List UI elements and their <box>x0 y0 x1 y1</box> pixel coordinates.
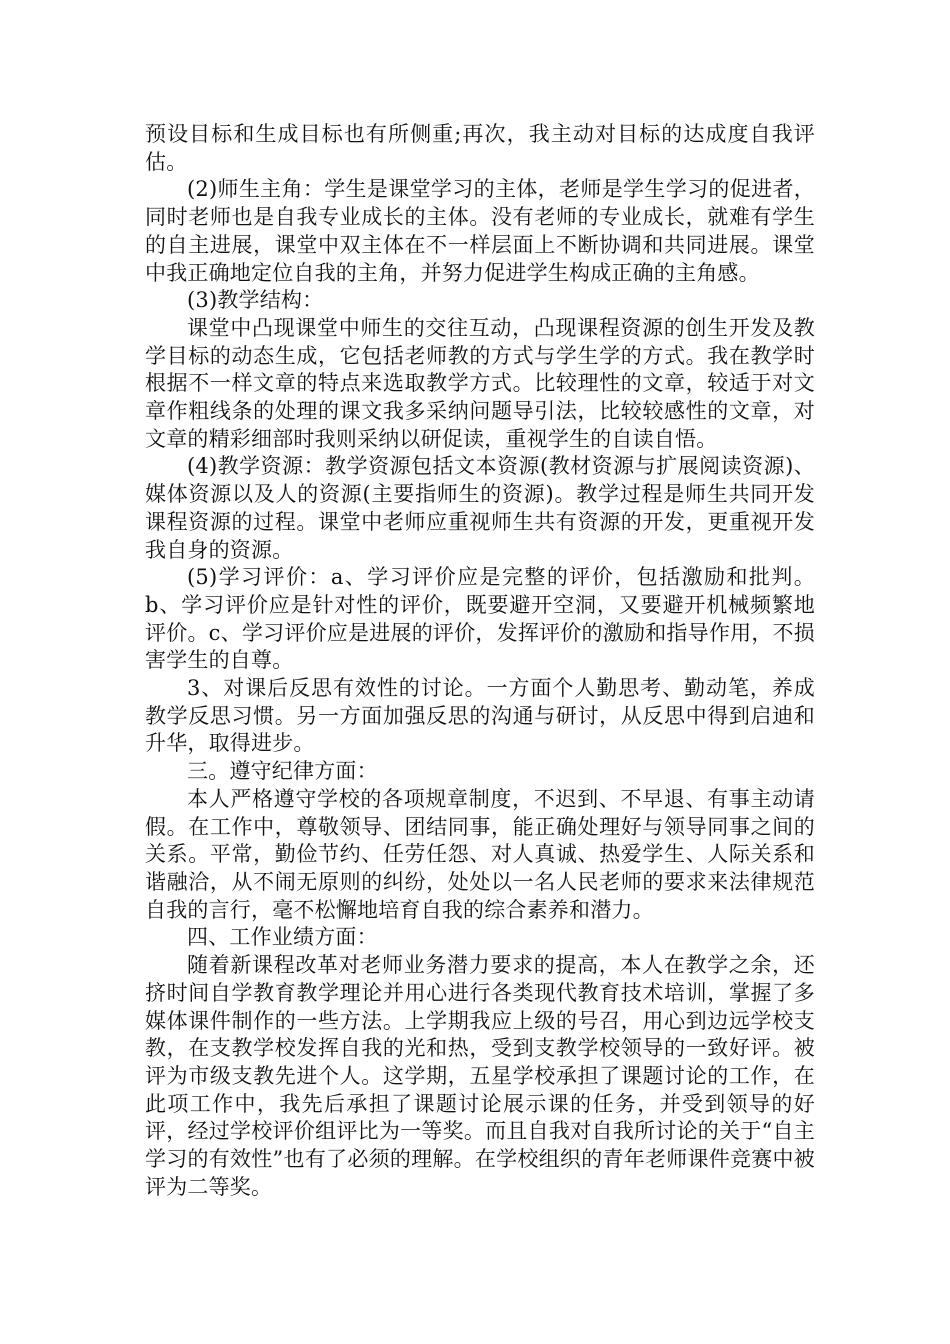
section-heading-discipline: 三。遵守纪律方面： <box>187 759 378 784</box>
paragraph-9: 本人严格遵守学校的各项规章制度，不迟到、不早退、有事主动请假。在工作中，尊敬领导、团结同事，能正确处理好与领导同事之间的关系。平常，勤俭节约、任劳任怨、对人真诚、热爱学生、人际关系和谐融洽，从不闹无原则的纠纷，处处以一名人民老师的要求来法律规范自我的言行，毫不松懈地培育自我的综合素养和潜力。 <box>145 786 815 922</box>
paragraph-3-heading: (3)教学结构： <box>187 288 324 313</box>
document-body <box>145 121 815 1201</box>
paragraph-6: (5)学习评价：a、学习评价应是完整的评价，包括激励和批判。b、学习评价应是针对性的评价，既要避开空洞，又要避开机械频繁地评价。c、学习评价应是进展的评价，发挥评价的激励和指导作用，不损害学生的自尊。 <box>145 565 815 673</box>
paragraph-2: (2)师生主角：学生是课堂学习的主体，老师是学生学习的促进者，同时老师也是自我专业成长的主体。没有老师的专业成长，就难有学生的自主进展，课堂中双主体在不一样层面上不断协调和共同进展。课堂中我正确地定位自我的主角，并努力促进学生构成正确的主角感。 <box>145 177 815 285</box>
section-heading-performance: 四、工作业绩方面： <box>187 925 378 950</box>
paragraph-7: 3、对课后反思有效性的讨论。一方面个人勤思考、勤动笔，养成教学反思习惯。另一方面加强反思的沟通与研讨，从反思中得到启迪和升华，取得进步。 <box>145 676 815 756</box>
paragraph-11: 随着新课程改革对老师业务潜力要求的提高，本人在教学之余，还挤时间自学教育教学理论并用心进行各类现代教育技术培训，掌握了多媒体课件制作的一些方法。上学期我应上级的号召，用心到边远学校支教，在支教学校发挥自我的光和热，受到支教学校领导的一致好评。被评为市级支教先进个人。这学期，五星学校承担了课题讨论的工作，在此项工作中，我先后承担了课题讨论展示课的任务，并受到领导的好评，经过学校评价组评比为一等奖。而且自我对自我所讨论的关于“自主学习的有效性”也有了必须的理解。在学校组织的青年老师课件竞赛中被评为二等奖。 <box>145 953 815 1199</box>
paragraph-1: 预设目标和生成目标也有所侧重;再次，我主动对目标的达成度自我评估。 <box>145 122 815 174</box>
paragraph-4: 课堂中凸现课堂中师生的交往互动，凸现课程资源的创生开发及教学目标的动态生成，它包括老师教的方式与学生学的方式。我在教学时根据不一样文章的特点来选取教学方式。比较理性的文章，较适于对文章作粗线条的处理的课文我多采纳问题导引法，比较较感性的文章，对文章的精彩细部时我则采纳以研促读，重视学生的自读自悟。 <box>145 315 815 451</box>
paragraph-5: (4)教学资源：教学资源包括文本资源(教材资源与扩展阅读资源)、媒体资源以及人的资源(主要指师生的资源)。教学过程是师生共同开发课程资源的过程。课堂中老师应重视师生共有资源的开发，更重视开发我自身的资源。 <box>145 454 815 562</box>
